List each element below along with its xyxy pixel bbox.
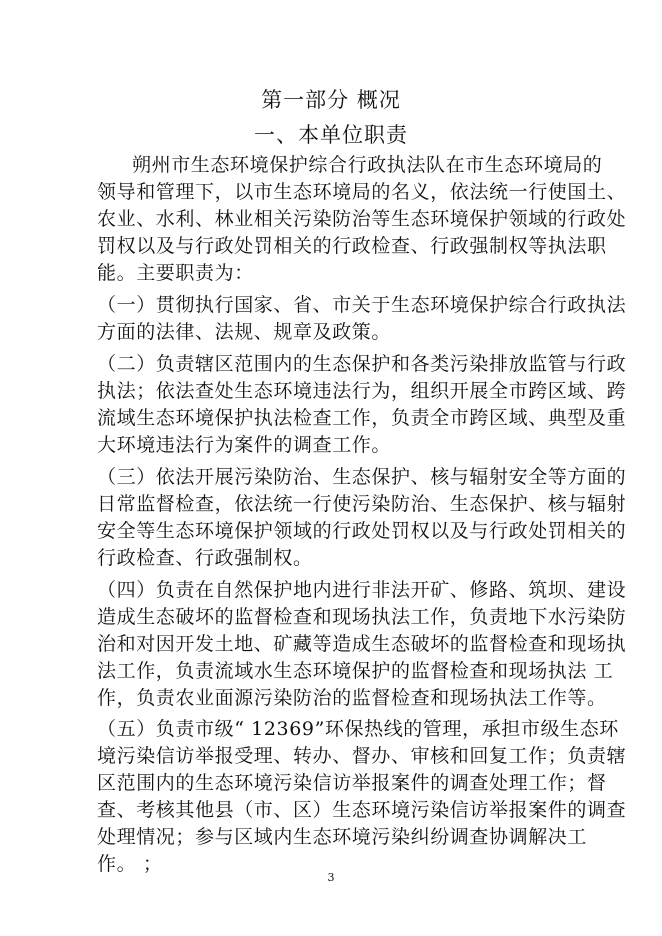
duty-line: 流域生态环境保护执法检查工作，负责全市跨区域、典型及重 [97, 407, 627, 429]
duty-line: （四）负责在自然保护地内进行非法开矿、修路、筑坝、建设 [97, 579, 627, 601]
duty-line: 日常监督检查，依法统一行使污染防治、生态保护、核与辐射 [97, 493, 627, 515]
intro-line: 能。主要职责为： [97, 262, 254, 284]
duty-line: 安全等生态环境保护领域的行政处罚权以及与行政处罚相关的 [97, 520, 627, 542]
duty-line: 区范围内的生态环境污染信访举报案件的调查处理工作；督 [97, 772, 607, 794]
duty-line: 法工作，负责流域水生态环境保护的监督检查和现场执法 工 [97, 660, 614, 682]
duty-line: （二）负责辖区范围内的生态保护和各类污染排放监管与行政 [97, 353, 627, 375]
duty-line: 治和对因开发土地、矿藏等造成生态破坏的监督检查和现场执 [97, 633, 627, 655]
duty-line: 执法；依法查处生态环境违法行为，组织开展全市跨区域、跨 [97, 380, 627, 402]
duty-line: 作。 ； [97, 853, 163, 875]
intro-line: 农业、水利、林业相关污染防治等生态环境保护领域的行政处 [97, 208, 627, 230]
duty-line: 境污染信访举报受理、转办、督办、审核和回复工作；负责辖 [97, 745, 627, 767]
duty-line: 行政检查、行政强制权。 [97, 547, 313, 569]
intro-line: 领导和管理下，以市生态环境局的名义，依法统一行使国土、 [97, 181, 627, 203]
intro-line: 罚权以及与行政处罚相关的行政检查、行政强制权等执法职 [97, 235, 607, 257]
duty-line: （一）贯彻执行国家、省、市关于生态环境保护综合行政执法 [97, 294, 627, 316]
duty-line: 大环境违法行为案件的调查工作。 [97, 434, 392, 456]
page-number: 3 [327, 871, 335, 884]
duty-line: 造成生态破坏的监督检查和现场执法工作，负责地下水污染防 [97, 606, 627, 628]
duty-line: 方面的法律、法规、规章及政策。 [97, 321, 392, 343]
duty-line: （五）负责市级“ 12369”环保热线的管理，承担市级生态环 [97, 718, 619, 740]
part-title: 第一部分 概况 [261, 88, 401, 112]
intro-line: 朔州市生态环境保护综合行政执法队在市生态环境局的 [132, 154, 603, 176]
duty-line: 作，负责农业面源污染防治的监督检查和现场执法工作等。 [97, 687, 607, 709]
duty-line: 查、考核其他县（市、区）生态环境污染信访举报案件的调查 [97, 799, 627, 821]
duty-line: 处理情况；参与区域内生态环境污染纠纷调查协调解决工 [97, 826, 588, 848]
duty-line: （三）依法开展污染防治、生态保护、核与辐射安全等方面的 [97, 466, 627, 488]
section-title: 一、本单位职责 [254, 123, 408, 147]
